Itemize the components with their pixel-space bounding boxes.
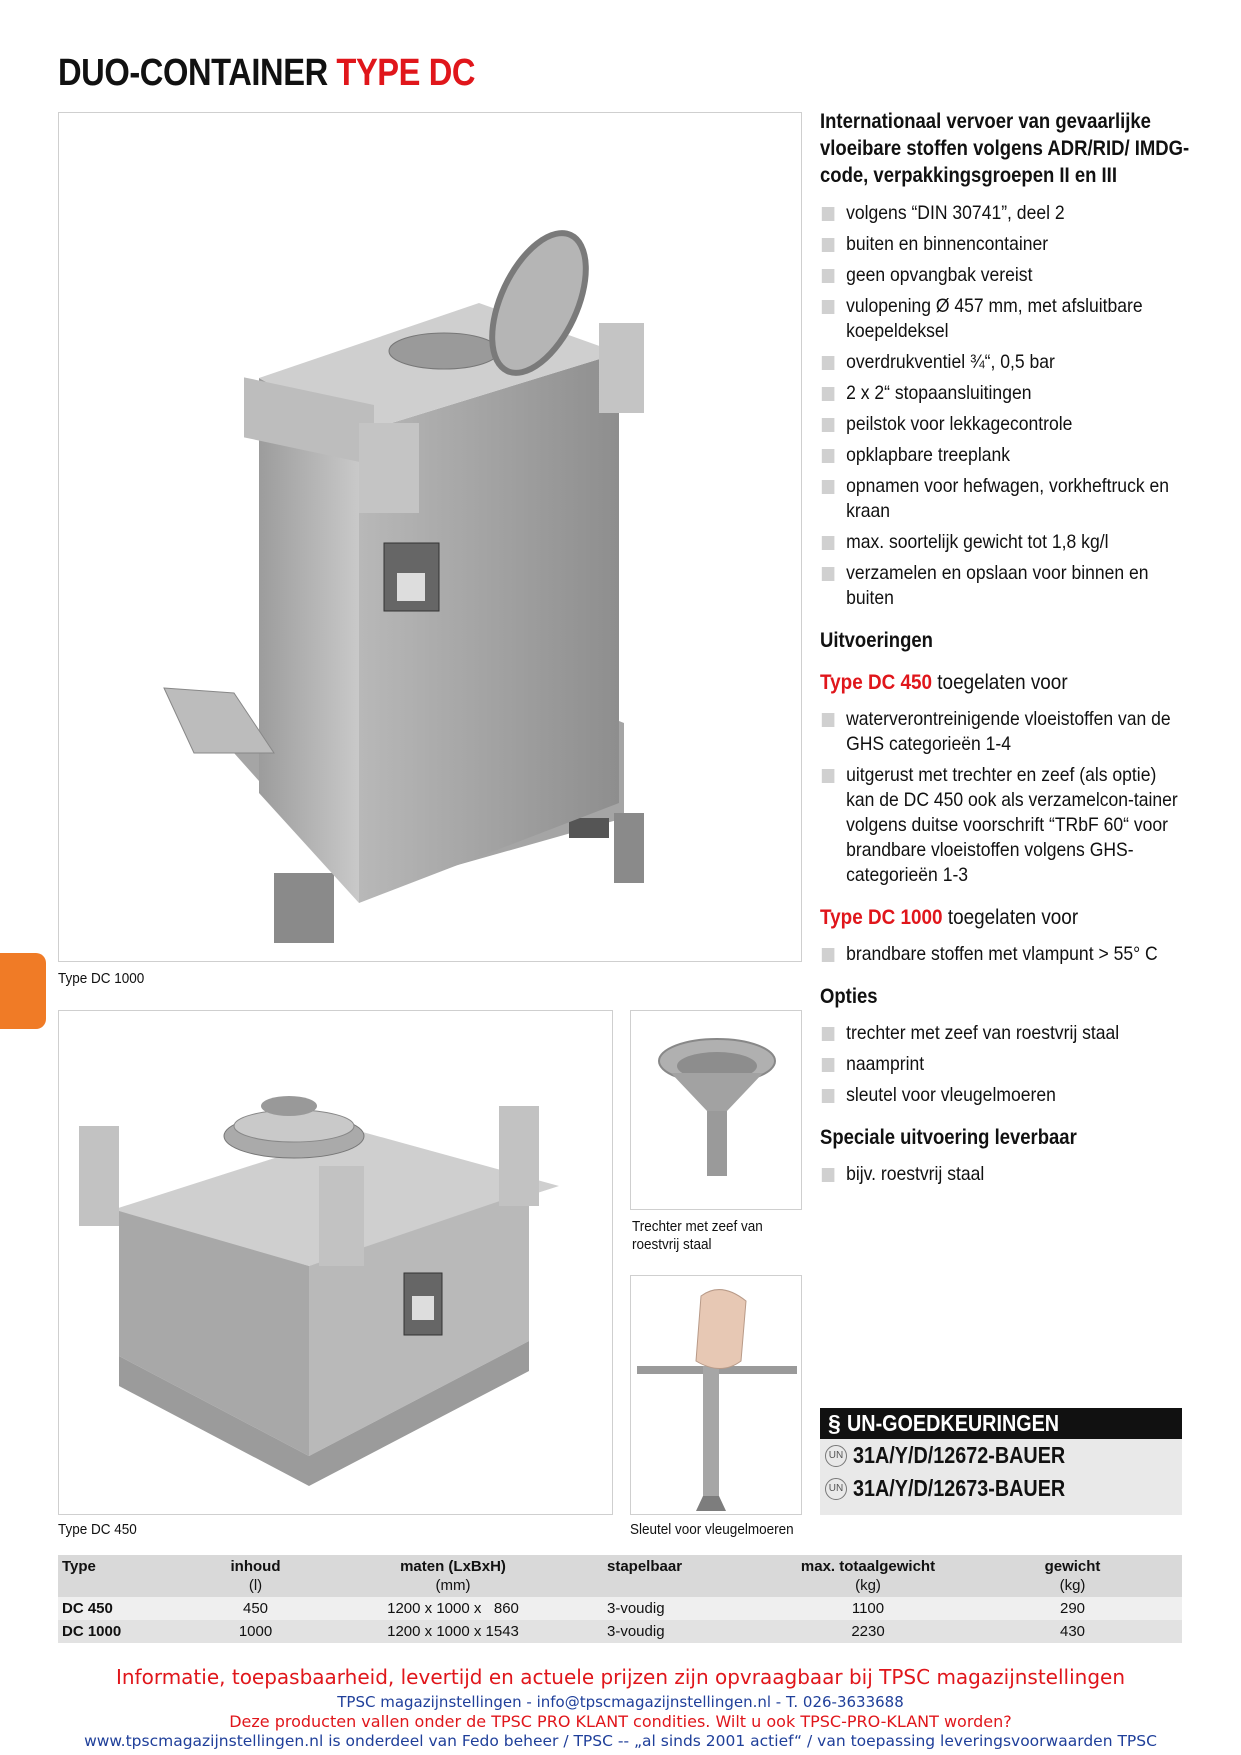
type-dc1000-suffix: toegelaten voor <box>947 906 1079 929</box>
section-tab <box>0 953 46 1029</box>
bullet-square-icon <box>822 300 835 314</box>
bullet-square-icon <box>822 1027 835 1041</box>
dc1000-list <box>820 942 1190 967</box>
photo-funnel <box>630 1010 802 1210</box>
un-badge-icon: UN <box>825 1478 847 1500</box>
photo-dc450 <box>58 1010 613 1515</box>
col-maten: maten (LxBxH) (mm) <box>303 1555 603 1597</box>
heading-opties: Opties <box>820 985 878 1008</box>
speciaal-list <box>820 1162 1190 1187</box>
photo-key <box>630 1275 802 1515</box>
caption-funnel: Trechter met zeef van roestvrij staal <box>632 1218 763 1253</box>
un-heading-text: UN-GOEDKEURINGEN <box>847 1410 1060 1436</box>
col-stapelbaar: stapelbaar <box>603 1555 773 1597</box>
feature-item: volgens “DIN 30741”, deel 2 <box>820 201 1189 226</box>
optie-item: naamprint <box>820 1052 1189 1077</box>
opties-list <box>820 1021 1190 1108</box>
feature-item: max. soortelijk gewicht tot 1,8 kg/l <box>820 530 1189 555</box>
type-dc1000-heading <box>820 906 1189 930</box>
optie-item: sleutel voor vleugelmoeren <box>820 1083 1189 1108</box>
feature-item: geen opvangbak vereist <box>820 263 1189 288</box>
bullet-square-icon <box>822 269 835 283</box>
bullet-square-icon <box>822 1168 835 1182</box>
footer-info: Informatie, toepasbaarheid, levertijd en actuele prijzen zijn opvraagbaar bij TPSC magazijnstellingen <box>115 1665 1126 1689</box>
feature-item: peilstok voor lekkagecontrole <box>820 412 1189 437</box>
bullet-square-icon <box>822 207 835 221</box>
feature-item: opklapbare treeplank <box>820 443 1189 468</box>
section-sign-icon: § <box>828 1410 841 1436</box>
feature-item: overdrukventiel ¾“, 0,5 bar <box>820 350 1189 375</box>
title-main: DUO-CONTAINER <box>58 52 328 94</box>
footer-pro-klant: Deze producten vallen onder de TPSC PRO KLANT condities. Wilt u ook TPSC-PRO-KLANT worden? <box>229 1712 1012 1731</box>
photo-dc1000 <box>58 112 802 962</box>
col-gewicht: gewicht (kg) <box>963 1555 1182 1597</box>
bullet-square-icon <box>822 769 835 783</box>
intro-text: Internationaal vervoer van gevaarlijke vloeibare stoffen volgens ADR/RID/ IMDG-code, verpakkingsgroepen II en III <box>820 109 1190 187</box>
optie-item: trechter met zeef van roestvrij staal <box>820 1021 1189 1046</box>
un-code-row: UN 31A/Y/D/12673-BAUER <box>820 1472 1182 1505</box>
type-dc1000-label: Type DC 1000 <box>820 906 943 929</box>
bullet-square-icon <box>822 387 835 401</box>
dc450-list <box>820 707 1190 888</box>
spec-table <box>58 1555 1182 1643</box>
col-totaalgewicht: max. totaalgewicht (kg) <box>773 1555 963 1597</box>
un-code-row: UN 31A/Y/D/12672-BAUER <box>820 1439 1182 1472</box>
bullet-square-icon <box>822 948 835 962</box>
dc1000-item: brandbare stoffen met vlampunt > 55° C <box>820 942 1189 967</box>
type-dc450-label: Type DC 450 <box>820 671 933 694</box>
heading-uitvoeringen: Uitvoeringen <box>820 629 933 652</box>
col-inhoud: inhoud (l) <box>208 1555 303 1597</box>
caption-dc450: Type DC 450 <box>58 1521 137 1538</box>
table-row: DC 1000 1000 1200 x 1000 x 1543 3-voudig 2230 430 <box>58 1620 1182 1643</box>
table-header-row <box>58 1555 1182 1597</box>
un-heading <box>820 1408 1182 1439</box>
bullet-square-icon <box>822 1089 835 1103</box>
un-approvals <box>820 1408 1182 1515</box>
bullet-square-icon <box>822 238 835 252</box>
description-column <box>820 108 1190 1193</box>
caption-dc1000: Type DC 1000 <box>58 970 145 987</box>
col-type: Type <box>58 1555 208 1597</box>
dc450-item: waterverontreinigende vloeistoffen van de GHS categorieën 1-4 <box>820 707 1189 757</box>
page-title <box>58 52 475 95</box>
container-dc1000-illustration <box>59 113 802 962</box>
un-badge-icon: UN <box>825 1445 847 1467</box>
type-dc450-suffix: toegelaten voor <box>937 671 1068 694</box>
feature-list <box>820 201 1190 611</box>
feature-item: 2 x 2“ stopaansluitingen <box>820 381 1189 406</box>
bullet-square-icon <box>822 1058 835 1072</box>
bullet-square-icon <box>822 713 835 727</box>
heading-speciaal: Speciale uitvoering leverbaar <box>820 1126 1077 1149</box>
type-dc450-heading <box>820 671 1189 695</box>
title-accent: TYPE DC <box>336 52 476 94</box>
caption-key: Sleutel voor vleugelmoeren <box>630 1521 794 1538</box>
dc450-item: uitgerust met trechter en zeef (als optie) kan de DC 450 ook als verzamelcon-tainer volgens duitse voorschrift “TRbF 60“ voor brandbare vloeistoffen volgens GHS-categorieën 1-3 <box>820 763 1189 888</box>
speciaal-item: bijv. roestvrij staal <box>820 1162 1189 1187</box>
feature-item: opnamen voor hefwagen, vorkheftruck en kraan <box>820 474 1189 524</box>
bullet-square-icon <box>822 480 835 494</box>
key-illustration <box>631 1276 802 1515</box>
bullet-square-icon <box>822 356 835 370</box>
feature-item: vulopening Ø 457 mm, met afsluitbare koepeldeksel <box>820 294 1189 344</box>
footer-legal: www.tpscmagazijnstellingen.nl is onderdeel van Fedo beheer / TPSC -- „al sinds 2001 actief“ / van toepassing leveringsvoorwaarden TPSC <box>84 1732 1157 1750</box>
footer-contact: TPSC magazijnstellingen - info@tpscmagazijnstellingen.nl - T. 026-3633688 <box>337 1693 904 1711</box>
bullet-square-icon <box>822 536 835 550</box>
table-row: DC 450 450 1200 x 1000 x 860 3-voudig 1100 290 <box>58 1597 1182 1620</box>
container-dc450-illustration <box>59 1011 613 1515</box>
feature-item: verzamelen en opslaan voor binnen en buiten <box>820 561 1189 611</box>
bullet-square-icon <box>822 567 835 581</box>
bullet-square-icon <box>822 449 835 463</box>
funnel-illustration <box>631 1011 802 1210</box>
feature-item: buiten en binnencontainer <box>820 232 1189 257</box>
bullet-square-icon <box>822 418 835 432</box>
